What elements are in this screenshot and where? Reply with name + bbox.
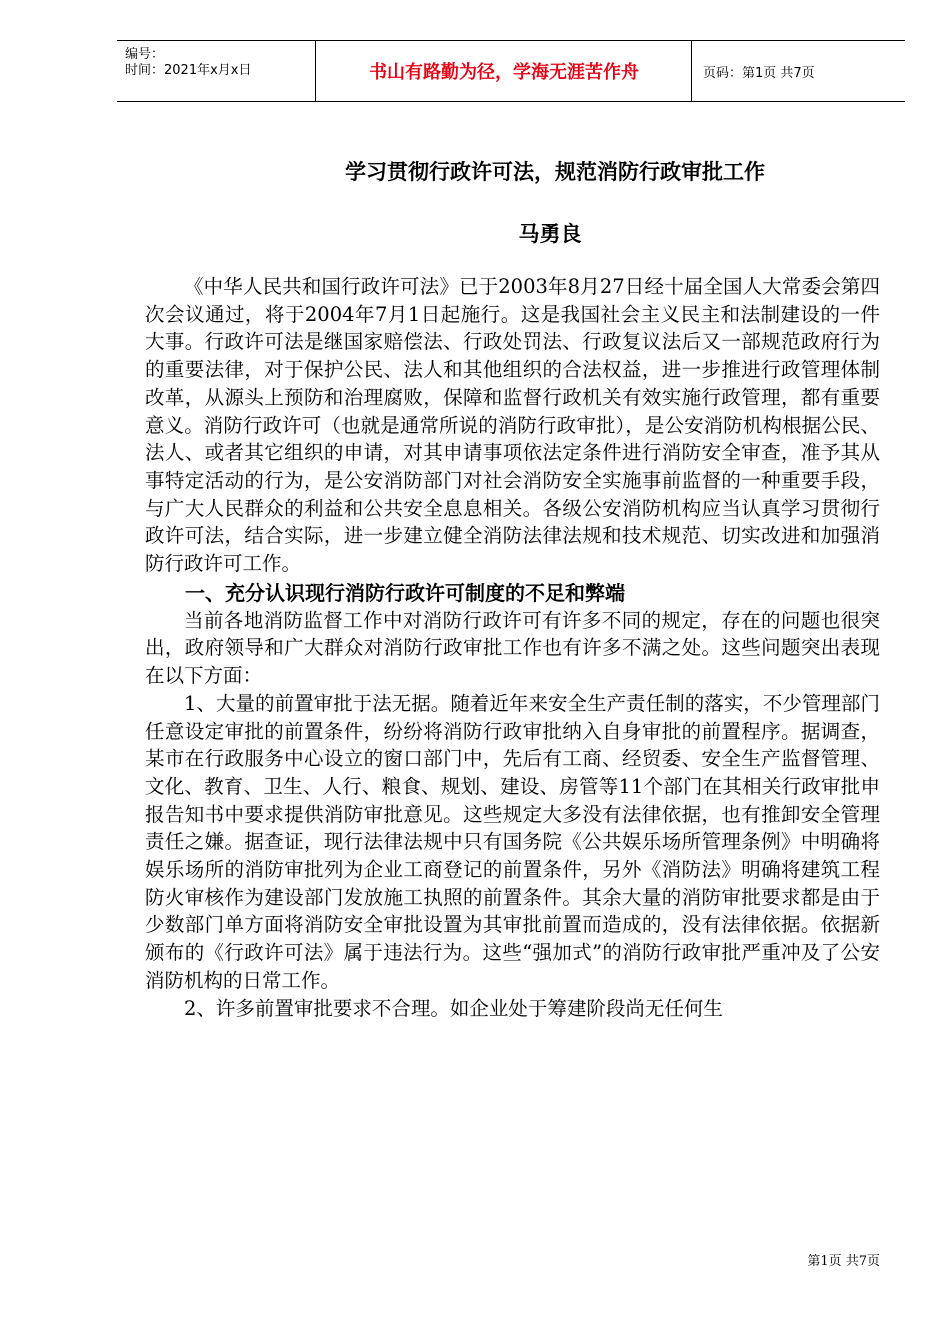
page-header bbox=[117, 40, 905, 102]
paragraph: 《中华人民共和国行政许可法》已于2003年8月27日经十届全国人大常委会第四次会议通过，将于2004年7月1日起施行。这是我国社会主义民主和法制建设的一件大事。行政许可法是继国家赔偿法、行政处罚法、行政复议法后又一部规范政府行为的重要法律，对于保护公民、法人和其他组织的合法权益，进一步推进行政管理体制改革，从源头上预防和治理腐败，保障和监督行政机关有效实施行政管理，都有重要意义。消防行政许可（也就是通常所说的消防行政审批），是公安消防机构根据公民、法人、或者其它组织的申请，对其申请事项依法定条件进行消防安全审查，准予其从事特定活动的行为，是公安消防部门对社会消防安全实施事前监督的一种重要手段，与广大人民群众的利益和公共安全息息相关。各级公安消防机构应当认真学习贯彻行政许可法，结合实际，进一步建立健全消防法律法规和技术规范、切实改进和加强消防行政许可工作。 bbox=[145, 275, 880, 576]
number-label: 编号： bbox=[125, 47, 165, 62]
section-heading: 一、充分认识现行消防行政许可制度的不足和弊端 bbox=[185, 580, 625, 605]
paragraph: 2、许多前置审批要求不合理。如企业处于筹建阶段尚无任何生 bbox=[184, 996, 723, 1020]
header-page-label: 页码：第1页 共7页 bbox=[703, 65, 815, 81]
paragraph: 1、大量的前置审批于法无据。随着近年来安全生产责任制的落实，不少管理部门任意设定审批的前置条件，纷纷将消防行政审批纳入自身审批的前置程序。据调查，某市在行政服务中心设立的窗口部门中，先后有工商、经贸委、安全生产监督管理、文化、教育、卫生、人行、粮食、规划、建设、房管等11个部门在其相关行政审批申报告知书中要求提供消防审批意见。这些规定大多没有法律依据，也有推卸安全管理责任之嫌。据查证，现行法律法规中只有国务院《公共娱乐场所管理条例》中明确将娱乐场所的消防审批列为企业工商登记的前置条件，另外《消防法》明确将建筑工程防火审核作为建设部门发放施工执照的前置条件。其余大量的消防审批要求都是由于少数部门单方面将消防安全审批设置为其审批前置而造成的，没有法律依据。依据新颁布的《行政许可法》属于违法行为。这些“强加式”的消防行政审批严重冲及了公安消防机构的日常工作。 bbox=[145, 691, 880, 992]
time-label: 时间：2021年x月x日 bbox=[125, 63, 252, 78]
document-author: 马勇良 bbox=[518, 222, 582, 246]
header-divider bbox=[691, 41, 692, 101]
paragraph: 当前各地消防监督工作中对消防行政许可有许多不同的规定，存在的问题也很突出，政府领导和广大群众对消防行政审批工作也有许多不满之处。这些问题突出表现在以下方面： bbox=[145, 608, 880, 688]
header-divider bbox=[315, 41, 316, 101]
header-meta bbox=[125, 41, 315, 101]
header-motto: 书山有路勤为径，学海无涯苦作舟 bbox=[369, 62, 639, 83]
document-title: 学习贯彻行政许可法，规范消防行政审批工作 bbox=[345, 160, 765, 184]
document-body bbox=[145, 273, 880, 1022]
page-footer: 第1页 共7页 bbox=[807, 1254, 880, 1269]
